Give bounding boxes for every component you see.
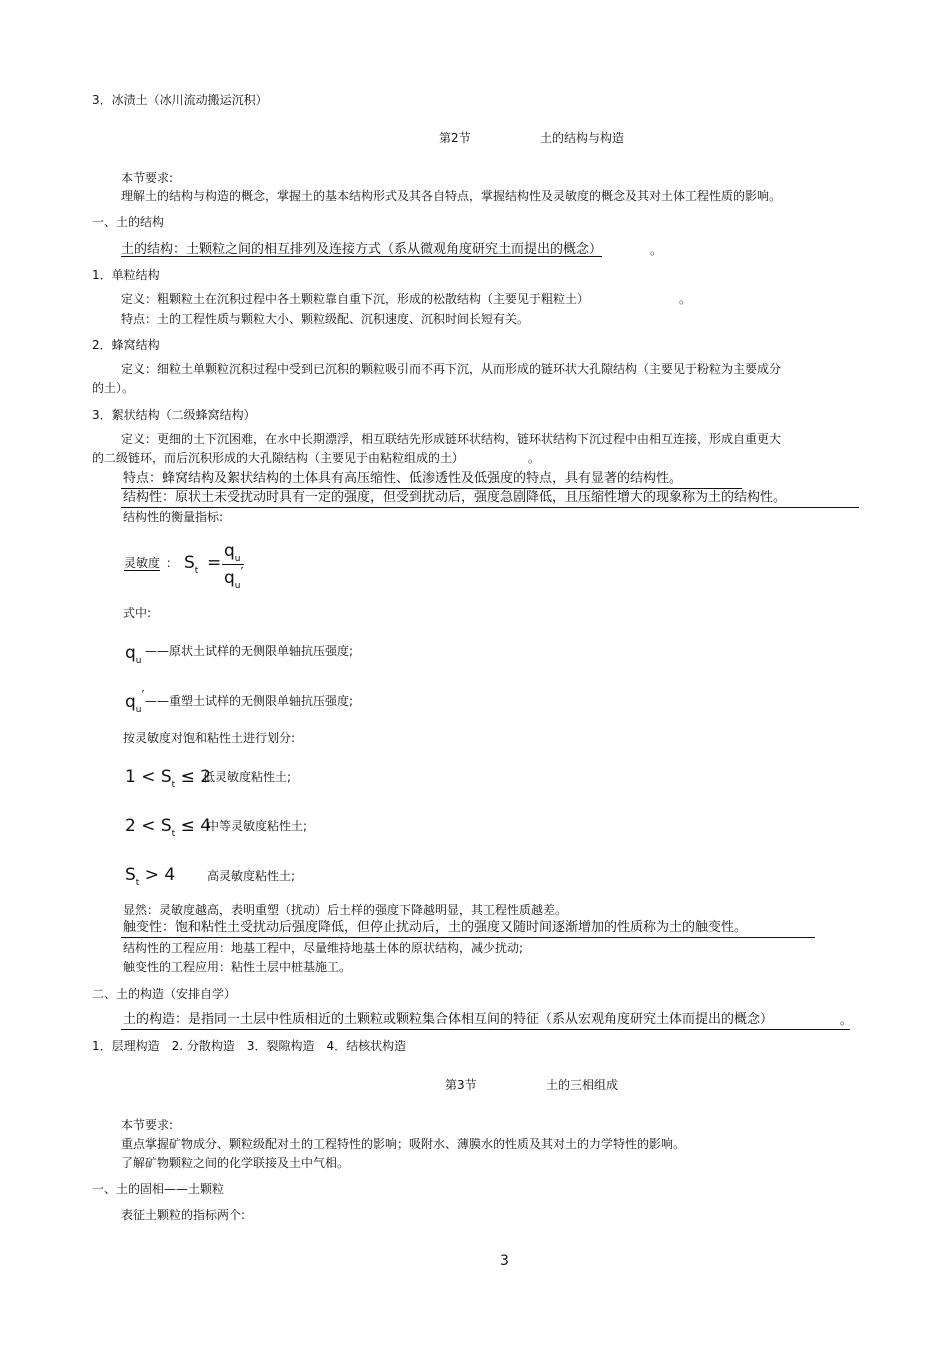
range-low-label: 低灵敏度粘性土; [203,770,292,784]
structurality-underline [121,507,859,508]
classification-intro: 按灵敏度对饱和粘性土进行划分: [123,731,296,745]
thixotropy-definition: 触变性：饱和粘性土受扰动后强度降低，但停止扰动后，土的强度又随时间逐渐增加的性质称为土的触变性。 [123,920,748,935]
section2-requirements-text: 理解土的结构与构造的概念，掌握土的基本结构形式及其各自特点，掌握结构性及灵敏度的概念及其对土体工程性质的影响。 [121,189,782,203]
section3-number: 第3节 [445,1078,477,1092]
denominator-q: q [224,568,235,588]
feature-structural: 特点：蜂窝结构及絮状结构的土体具有高压缩性、低渗透性及低强度的特点，具有显著的结构性。 [123,471,683,486]
flocculent-definition-end: 。 [528,451,541,465]
flocculent-title: 3．絮状结构（二级蜂窝结构） [92,408,256,422]
range-mid-label: 中等灵敏度粘性土; [207,819,308,833]
range-high-expression [125,865,175,888]
flocculent-definition-line1: 定义：更细的土下沉困难，在水中长期漂浮，相互联结先形成链环状结构，链环状结构下沉过程中由相互连接，形成自重更大 [121,432,782,446]
qu-definition: ——原状土试样的无侧限单轴抗压强度; [145,644,354,658]
section3-requirements-label: 本节要求: [121,1118,174,1132]
structurality-definition: 结构性：原状土未受扰动时具有一定的强度，但受到扰动后，强度急剧降低，且压缩性增大的现象称为土的结构性。 [123,490,787,505]
heading-soil-structure: 一、土的结构 [92,215,165,229]
qu-u: u [135,656,142,666]
range-low-left: 1 < S [125,767,172,787]
numerator-u: u [234,554,241,564]
range-mid-sub: t [171,829,176,839]
sensitivity-numerator [224,541,241,564]
single-grain-feature: 特点：土的工程性质与颗粒大小、颗粒级配、沉积速度、沉积时间长短有关。 [121,312,530,326]
section2-number: 第2节 [439,131,471,145]
range-low-expression [125,767,211,790]
range-mid-right: ≤ 4 [175,816,212,836]
definition-soil-construction-end: 。 [840,1013,853,1027]
thixotropy-underline [121,937,815,938]
sensitivity-denominator [224,568,243,591]
range-mid-expression [125,816,211,839]
obviously-note: 显然：灵敏度越高，表明重塑（扰动）后土样的强度下降越明显，其工程性质越差。 [123,903,568,917]
range-mid-left: 2 < S [125,816,172,836]
range-low-sub: t [171,780,176,790]
qu-q: q [125,643,136,663]
particle-indicators: 表征土颗粒的指标两个: [121,1208,246,1222]
range-high-right: > 4 [139,865,176,885]
qu2-u: u [135,705,142,715]
qu-prime-symbol [125,689,145,715]
single-grain-title: 1．单粒结构 [92,268,160,282]
denominator-prime: ′ [240,566,244,581]
feature-underline [121,488,742,489]
definition-soil-construction: 土的构造：是指同一土层中性质相近的土颗粒或颗粒集合体相互间的特征（系从宏观角度研究土体而提出的概念） [123,1012,774,1027]
honeycomb-definition-line1: 定义：细粒土单颗粒沉积过程中受到已沉积的颗粒吸引而不再下沉，从而形成的链环状大孔隙结构（主要见于粉粒为主要成分 [121,362,782,376]
sensitivity-symbol [184,553,198,576]
qu-symbol [125,643,142,666]
sensitivity-equals: = [207,553,222,573]
section3-title: 土的三相组成 [546,1078,619,1092]
honeycomb-definition-line2: 的土）。 [92,381,135,395]
sensitivity-colon: ： [166,556,179,570]
definition-soil-structure-end: 。 [650,243,663,257]
where-label: 式中: [123,606,152,620]
structurality-application: 结构性的工程应用：地基工程中，尽量维持地基土体的原状结构，减少扰动; [123,941,524,955]
structurality-measure: 结构性的衡量指标: [123,510,224,524]
page-number: 3 [500,1253,509,1269]
sensitivity-label: 灵敏度 [124,556,161,570]
qu2-q: q [125,692,136,712]
thixotropy-application: 触变性的工程应用：粘性土层中桩基施工。 [123,960,352,974]
denominator-u: u [234,581,241,591]
range-high-sub: t [135,878,140,888]
heading-soil-construction: 二、土的构造（安排自学） [92,987,237,1001]
single-grain-definition: 定义：粗颗粒土在沉积过程中各土颗粒靠自重下沉，形成的松散结构（主要见于粗粒土） [121,292,590,306]
section3-requirements-line1: 重点掌握矿物成分、颗粒级配对土的工程特性的影响；吸附水、薄膜水的性质及其对土的力学特性的影响。 [121,1137,686,1151]
fraction-bar [222,564,244,565]
construction-types: 1．层理构造 2. 分散构造 3．裂隙构造 4．结核状构造 [92,1039,407,1053]
section3-requirements-line2: 了解矿物颗粒之间的化学联接及土中气相。 [121,1156,350,1170]
single-grain-definition-end: 。 [679,292,692,306]
range-low-right: ≤ 2 [175,767,212,787]
sensitivity-S: S [184,553,195,573]
qu-prime-definition: ——重塑土试样的无侧限单轴抗压强度; [145,694,354,708]
item-glacial-till: 3．冰渍土（冰川流动搬运沉积） [92,93,268,107]
range-high-left: S [125,865,136,885]
construction-underline [121,1029,850,1030]
numerator-q: q [224,541,235,561]
definition-soil-structure: 土的结构：土颗粒之间的相互排列及连接方式（系从微观角度研究土而提出的概念） [121,242,603,257]
flocculent-definition-line2: 的二级链环，而后沉积形成的大孔隙结构（主要见于由粘粒组成的土） [92,451,465,465]
section2-title: 土的结构与构造 [540,131,625,145]
honeycomb-title: 2．蜂窝结构 [92,338,160,352]
sensitivity-t: t [194,566,199,576]
qu2-prime: ′ [141,689,145,704]
heading-solid-phase: 一、土的固相——土颗粒 [92,1182,225,1196]
range-high-label: 高灵敏度粘性土; [207,869,296,883]
section2-requirements-label: 本节要求: [121,171,174,185]
